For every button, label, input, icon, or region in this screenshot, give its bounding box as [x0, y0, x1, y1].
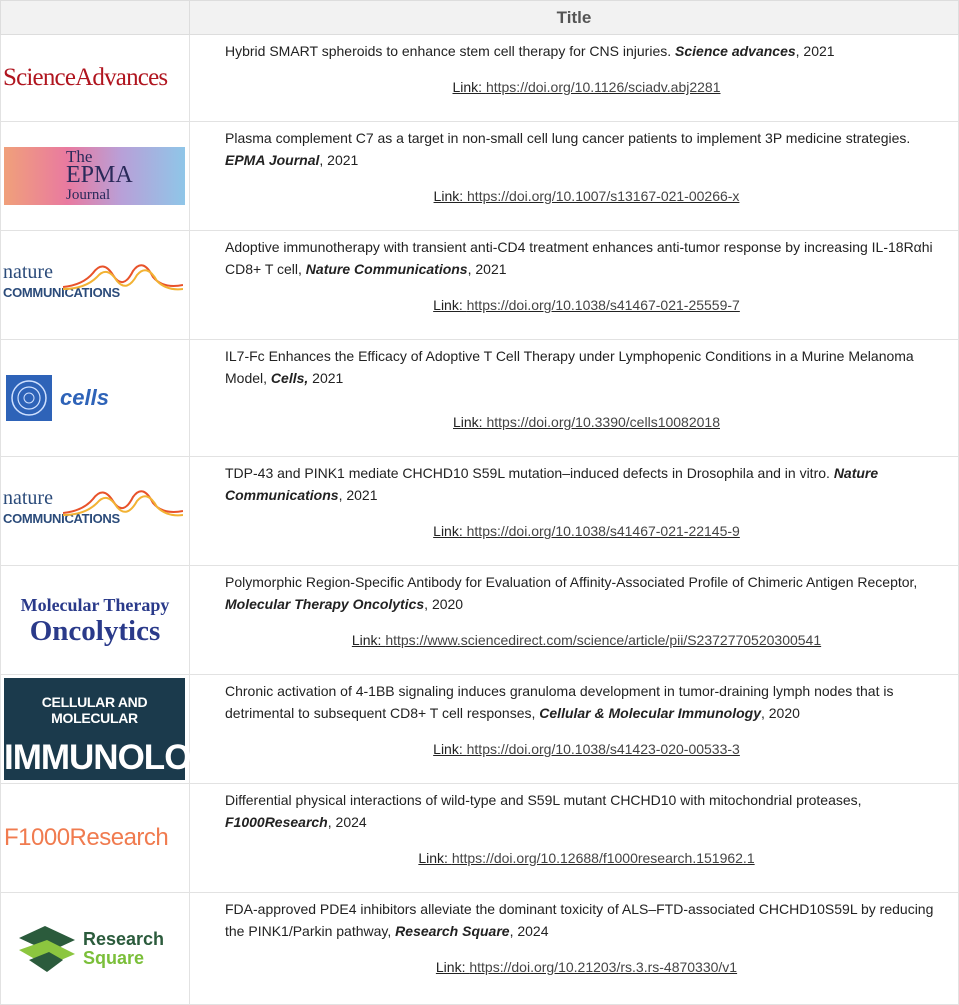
- doi-link[interactable]: Link: https://doi.org/10.1126/sciadv.abj2281: [452, 79, 721, 95]
- table-row: [1, 122, 959, 231]
- nature-communications-logo: nature COMMUNICATIONS: [1, 481, 189, 541]
- research-square-emblem-icon: [17, 926, 77, 972]
- journal-name: Nature Communications: [305, 261, 468, 277]
- table-row: [1, 457, 959, 566]
- science-advances-logo: ScienceAdvances: [3, 64, 168, 91]
- journal-name: Research Square: [395, 923, 510, 939]
- logo-cell: [1, 675, 239, 784]
- journal-name: Molecular Therapy Oncolytics: [225, 596, 425, 612]
- publication-year: , 2021: [338, 487, 378, 503]
- cellular-molecular-immunology-logo: CELLULAR AND MOLECULAR IMMUNOLOGY: [1, 678, 189, 780]
- doi-link[interactable]: Link: https://doi.org/10.1038/s41467-021-25559-7: [433, 297, 740, 313]
- publication-cell: [190, 675, 959, 784]
- journal-name: Nature Communications: [225, 465, 879, 503]
- publication-year: , 2020: [760, 705, 800, 721]
- table-row: [1, 893, 959, 1005]
- publication-title: TDP-43 and PINK1 mediate CHCHD10 S59L mutation–induced defects in Drosophila and in vitro.: [225, 465, 834, 481]
- publication-title: Polymorphic Region-Specific Antibody for Evaluation of Affinity-Associated Profile of Chimeric Antigen Receptor,: [225, 574, 918, 590]
- publication-cell: [190, 122, 959, 231]
- publication-year: , 2024: [327, 814, 367, 830]
- publication-year: , 2021: [795, 43, 835, 59]
- doi-link[interactable]: Link: https://doi.org/10.1038/s41423-020-00533-3: [433, 741, 740, 757]
- journal-name: Cellular & Molecular Immunology: [539, 705, 761, 721]
- table-row: [1, 231, 959, 340]
- publication-title: IL7-Fc Enhances the Efficacy of Adoptive T Cell Therapy under Lymphopenic Conditions in a Murine Melanoma Model,: [225, 348, 914, 386]
- epma-journal-logo: The EPMA Journal: [1, 147, 189, 205]
- publication-title: Chronic activation of 4-1BB signaling induces granuloma development in tumor-draining lymph nodes that is detrimental to subsequent CD8+ T cell responses,: [225, 683, 894, 721]
- title-column-header: Title: [190, 1, 959, 35]
- publication-title: Plasma complement C7 as a target in non-small cell lung cancer patients to implement 3P medicine strategies.: [225, 130, 911, 146]
- publication-cell: [190, 340, 959, 457]
- table-row: [1, 784, 959, 893]
- publication-year: , 2021: [467, 261, 507, 277]
- logo-cell: [1, 566, 190, 675]
- journal-name: Science advances: [675, 43, 796, 59]
- nature-communications-logo: nature COMMUNICATIONS: [1, 255, 189, 315]
- cells-emblem-icon: [6, 375, 52, 421]
- publication-title: Adoptive immunotherapy with transient anti-CD4 treatment enhances anti-tumor response by increasing IL-18Rαhi CD8+ T cell,: [225, 239, 933, 277]
- publication-year: , 2020: [424, 596, 464, 612]
- publication-cell: [190, 566, 959, 675]
- publication-title: Differential physical interactions of wild-type and S59L mutant CHCHD10 with mitochondrial proteases,: [225, 792, 862, 808]
- publication-cell: [190, 35, 959, 122]
- logo-column-header: [1, 1, 190, 35]
- logo-cell: [1, 122, 190, 231]
- journal-name: Cells,: [270, 370, 309, 386]
- waves-icon: [63, 259, 183, 299]
- publication-title: Hybrid SMART spheroids to enhance stem cell therapy for CNS injuries.: [225, 43, 676, 59]
- publication-year: 2021: [308, 370, 344, 386]
- cells-logo: cells: [1, 375, 189, 421]
- publication-cell: [190, 784, 959, 893]
- doi-link[interactable]: Link: https://doi.org/10.1038/s41467-021-22145-9: [433, 523, 740, 539]
- doi-link[interactable]: Link: https://doi.org/10.1007/s13167-021-00266-x: [433, 188, 740, 204]
- journal-name: F1000Research: [225, 814, 328, 830]
- publication-title: FDA-approved PDE4 inhibitors alleviate the dominant toxicity of ALS–FTD-associated CHCHD10S59L by reducing the PINK1/Parkin pathway,: [225, 901, 934, 939]
- table-row: [1, 35, 959, 122]
- publication-year: , 2021: [319, 152, 359, 168]
- table-header-row: [1, 1, 959, 35]
- publication-cell: [190, 231, 959, 340]
- table-row: [1, 566, 959, 675]
- logo-cell: [1, 893, 190, 1005]
- table-row: [1, 675, 959, 784]
- table-row: [1, 340, 959, 457]
- logo-cell: [1, 35, 190, 122]
- journal-name: EPMA Journal: [225, 152, 320, 168]
- waves-icon: [63, 485, 183, 525]
- logo-cell: [1, 231, 190, 340]
- publication-cell: [190, 893, 959, 1005]
- publication-year: , 2024: [509, 923, 549, 939]
- research-square-logo: Research Square: [1, 926, 189, 972]
- molecular-therapy-oncolytics-logo: Molecular Therapy Oncolytics: [20, 594, 170, 647]
- f1000research-logo: F1000Research: [4, 824, 169, 851]
- publication-cell: [190, 457, 959, 566]
- logo-cell: [1, 784, 190, 893]
- logo-cell: [1, 457, 190, 566]
- doi-link[interactable]: Link: https://doi.org/10.21203/rs.3.rs-4870330/v1: [435, 959, 738, 975]
- doi-link[interactable]: Link: https://doi.org/10.3390/cells10082018: [453, 414, 720, 430]
- logo-cell: [1, 340, 190, 457]
- doi-link[interactable]: Link: https://www.sciencedirect.com/science/article/pii/S2372770520300541: [351, 632, 822, 648]
- doi-link[interactable]: Link: https://doi.org/10.12688/f1000research.151962.1: [418, 850, 755, 866]
